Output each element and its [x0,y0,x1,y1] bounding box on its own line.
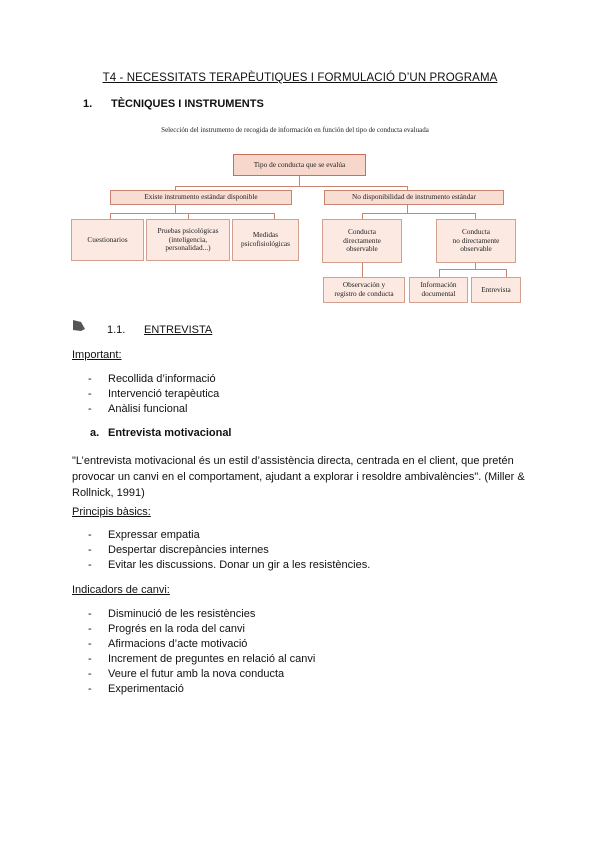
connector-line [439,269,506,270]
subsection-a-title: Entrevista motivacional [108,427,232,439]
subsection-title: ENTREVISTA [144,324,213,336]
collapse-arrow-icon[interactable] [72,318,86,332]
not-directly-observable-box: Conducta no directamente observable [436,219,516,263]
connector-line [110,213,274,214]
psychological-tests-box: Pruebas psicológicas (inteligencia, personalidad...) [146,219,230,261]
connector-line [506,269,507,277]
diagram-caption: Selección del instrumento de recogida de información en función del tipo de conducta evaluada [161,126,429,134]
questionnaires-box: Cuestionarios [71,219,144,261]
diagram-root-box: Tipo de conducta que se evalúa [233,154,366,176]
observation-register-box: Observación y registro de conducta [323,277,405,303]
list-item: - Veure el futur amb la nova conducta [88,667,315,682]
list-item: - Anàlisi funcional [88,402,219,417]
indicators-list [88,607,315,697]
principles-label: Principis bàsics: [72,506,151,518]
subsection-a-heading [90,427,232,439]
section-heading [83,98,264,110]
documentary-information-box: Información documental [409,277,468,303]
standard-instrument-box: Existe instrumento estándar disponible [110,190,292,205]
interview-box: Entrevista [471,277,521,303]
list-item: - Evitar les discussions. Donar un gir a les resistències. [88,558,370,573]
important-list [88,372,219,417]
connector-line [362,263,363,277]
principles-list [88,528,370,573]
indicators-label: Indicadors de canvi: [72,584,170,596]
subsection-number: 1.1. [107,324,126,336]
list-item: - Increment de preguntes en relació al canvi [88,652,315,667]
connector-line [299,176,300,186]
connector-line [175,186,407,187]
list-item: - Expressar empatia [88,528,370,543]
subsection-a-number: a. [90,427,100,439]
no-standard-instrument-box: No disponibilidad de instrumento estándar [324,190,504,205]
definition-quote: "L’entrevista motivacional és un estil d’assistència directa, centrada en el client, que pretén provocar un canvi en el comportament, ajudant a explorar i resoldre ambivalències". (Miller & Rollnick, 1991) [72,455,525,499]
connector-line [175,205,176,213]
connector-line [362,213,475,214]
list-item: - Progrés en la roda del canvi [88,622,315,637]
directly-observable-box: Conducta directamente observable [322,219,402,263]
list-item: - Experimentació [88,682,315,697]
section-number: 1. [83,98,93,110]
connector-line [439,269,440,277]
list-item: - Despertar discrepàncies internes [88,543,370,558]
list-item: - Afirmacions d’acte motivació [88,637,315,652]
psychophysiological-measures-box: Medidas psicofisiológicas [232,219,299,261]
list-item: - Recollida d’informació [88,372,219,387]
section-title: TÈCNIQUES I INSTRUMENTS [111,98,264,110]
list-item: - Intervenció terapèutica [88,387,219,402]
subsection-heading [107,324,212,336]
connector-line [407,205,408,213]
important-label: Important: [72,349,122,361]
list-item: - Disminució de les resistències [88,607,315,622]
instrument-selection-diagram [60,122,530,312]
document-title: T4 - NECESSITATS TERAPÈUTIQUES I FORMULACIÓ D’UN PROGRAMA [102,72,498,84]
